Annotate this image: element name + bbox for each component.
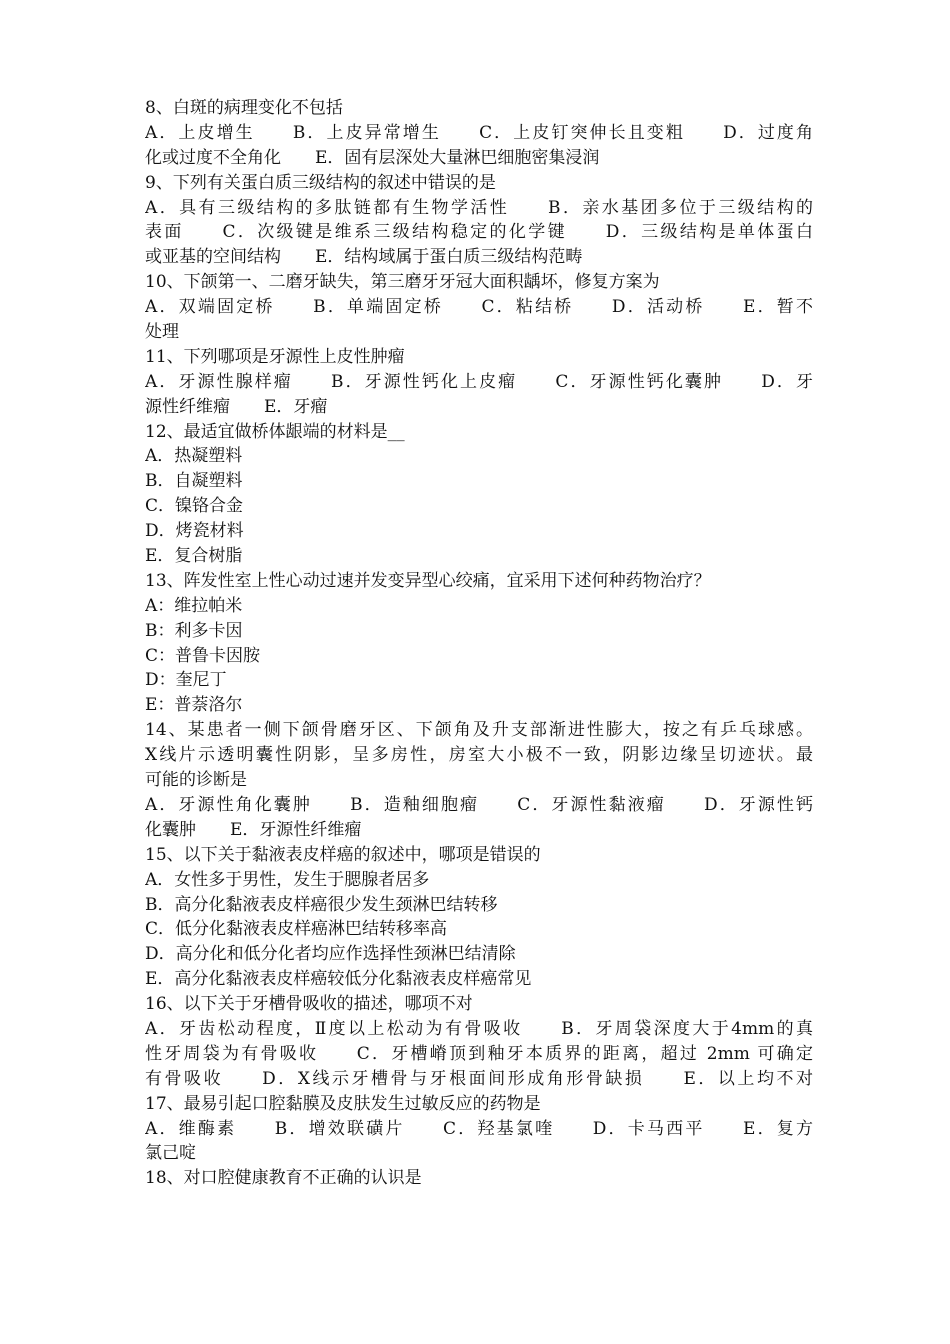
text-line-q9-opt-3: 或亚基的空间结构 E．结构域属于蛋白质三级结构范畴 [145,247,583,268]
text-line-q13-opt-d: D：奎尼丁 [145,670,227,691]
text-line-q12-opt-d: D．烤瓷材料 [145,521,244,542]
text-line-q15-opt-c: C．低分化黏液表皮样癌淋巴结转移率高 [145,919,448,940]
text-line-q14-stem-1: 14、某患者一侧下颌骨磨牙区、下颌角及升支部渐进性膨大，按之有乒乓球感。 [145,720,813,741]
text-line-q13-opt-a: A：维拉帕米 [145,595,243,616]
text-line-q13-opt-c: C：普鲁卡因胺 [145,645,261,666]
text-line-q15-opt-a: A．女性多于男性，发生于腮腺者居多 [145,869,430,890]
text-line-q8-stem: 8、白斑的病理变化不包括 [145,98,343,118]
text-line-q15-stem: 15、以下关于黏液表皮样癌的叙述中，哪项是错误的 [145,844,541,865]
text-line-q12-stem: 12、最适宜做桥体龈端的材料是__ [145,421,405,442]
text-line-q18-stem: 18、对口腔健康教育不正确的认识是 [145,1168,422,1189]
text-line-q11-opt-2: 源性纤维瘤 E．牙瘤 [145,396,328,417]
text-line-q15-opt-b: B．高分化黏液表皮样癌很少发生颈淋巴结转移 [145,894,498,915]
text-line-q11-opt-1: A．牙源性腺样瘤 B．牙源性钙化上皮瘤 C．牙源性钙化囊肿 D．牙 [145,371,813,392]
text-line-q15-opt-d: D．高分化和低分化者均应作选择性颈淋巴结清除 [145,944,516,965]
text-line-q9-opt-1: A．具有三级结构的多肽链都有生物学活性 B．亲水基团多位于三级结构的 [145,197,813,218]
text-line-q14-opt-1: A．牙源性角化囊肿 B．造釉细胞瘤 C．牙源性黏液瘤 D．牙源性钙 [145,794,813,815]
text-line-q12-opt-a: A．热凝塑料 [145,446,243,467]
document-page [145,96,813,1191]
text-line-q13-stem: 13、阵发性室上性心动过速并发变异型心绞痛，宜采用下述何种药物治疗？ [145,570,711,591]
text-line-q8-opt-1: A．上皮增生 B．上皮异常增生 C．上皮钉突伸长且变粗 D．过度角 [145,122,813,143]
text-line-q17-opt-1: A．维酶素 B．增效联磺片 C．羟基氯喹 D．卡马西平 E．复方 [145,1118,813,1139]
text-line-q14-stem-2: X线片示透明囊性阴影，呈多房性，房室大小极不一致，阴影边缘呈切迹状。最 [145,745,813,766]
text-line-q13-opt-b: B：利多卡因 [145,620,243,641]
text-line-q9-stem: 9、下列有关蛋白质三级结构的叙述中错误的是 [145,172,496,193]
text-line-q14-stem-3: 可能的诊断是 [145,770,247,791]
text-line-q16-stem: 16、以下关于牙槽骨吸收的描述，哪项不对 [145,994,473,1015]
text-line-q10-opt-1: A．双端固定桥 B．单端固定桥 C．粘结桥 D．活动桥 E．暂不 [145,297,813,318]
text-line-q8-opt-2: 化或过度不全角化 E．固有层深处大量淋巴细胞密集浸润 [145,147,600,168]
text-line-q15-opt-e: E．高分化黏液表皮样癌较低分化黏液表皮样癌常见 [145,969,532,990]
text-line-q17-stem: 17、最易引起口腔黏膜及皮肤发生过敏反应的药物是 [145,1093,541,1114]
text-line-q17-opt-2: 氯己啶 [145,1143,196,1164]
text-line-q12-opt-b: B．自凝塑料 [145,471,243,492]
text-line-q10-stem: 10、下颌第一、二磨牙缺失，第三磨牙牙冠大面积龋坏，修复方案为 [145,272,660,293]
text-line-q10-opt-2: 处理 [145,322,179,343]
text-line-q13-opt-e: E：普萘洛尔 [145,695,243,716]
text-line-q16-opt-3: 有骨吸收 D．X线示牙槽骨与牙根面间形成角形骨缺损 E．以上均不对 [145,1068,813,1089]
text-line-q12-opt-e: E．复合树脂 [145,546,243,567]
text-line-q11-stem: 11、下列哪项是牙源性上皮性肿瘤 [145,346,405,367]
text-line-q16-opt-1: A．牙齿松动程度，Ⅱ度以上松动为有骨吸收 B．牙周袋深度大于4mm的真 [145,1018,813,1039]
text-line-q16-opt-2: 性牙周袋为有骨吸收 C．牙槽嵴顶到釉牙本质界的距离，超过 2mm 可确定 [145,1043,813,1064]
text-line-q12-opt-c: C．镍铬合金 [145,496,244,517]
text-line-q9-opt-2: 表面 C．次级键是维系三级结构稳定的化学键 D．三级结构是单体蛋白 [145,222,813,243]
text-line-q14-opt-2: 化囊肿 E．牙源性纤维瘤 [145,819,362,840]
